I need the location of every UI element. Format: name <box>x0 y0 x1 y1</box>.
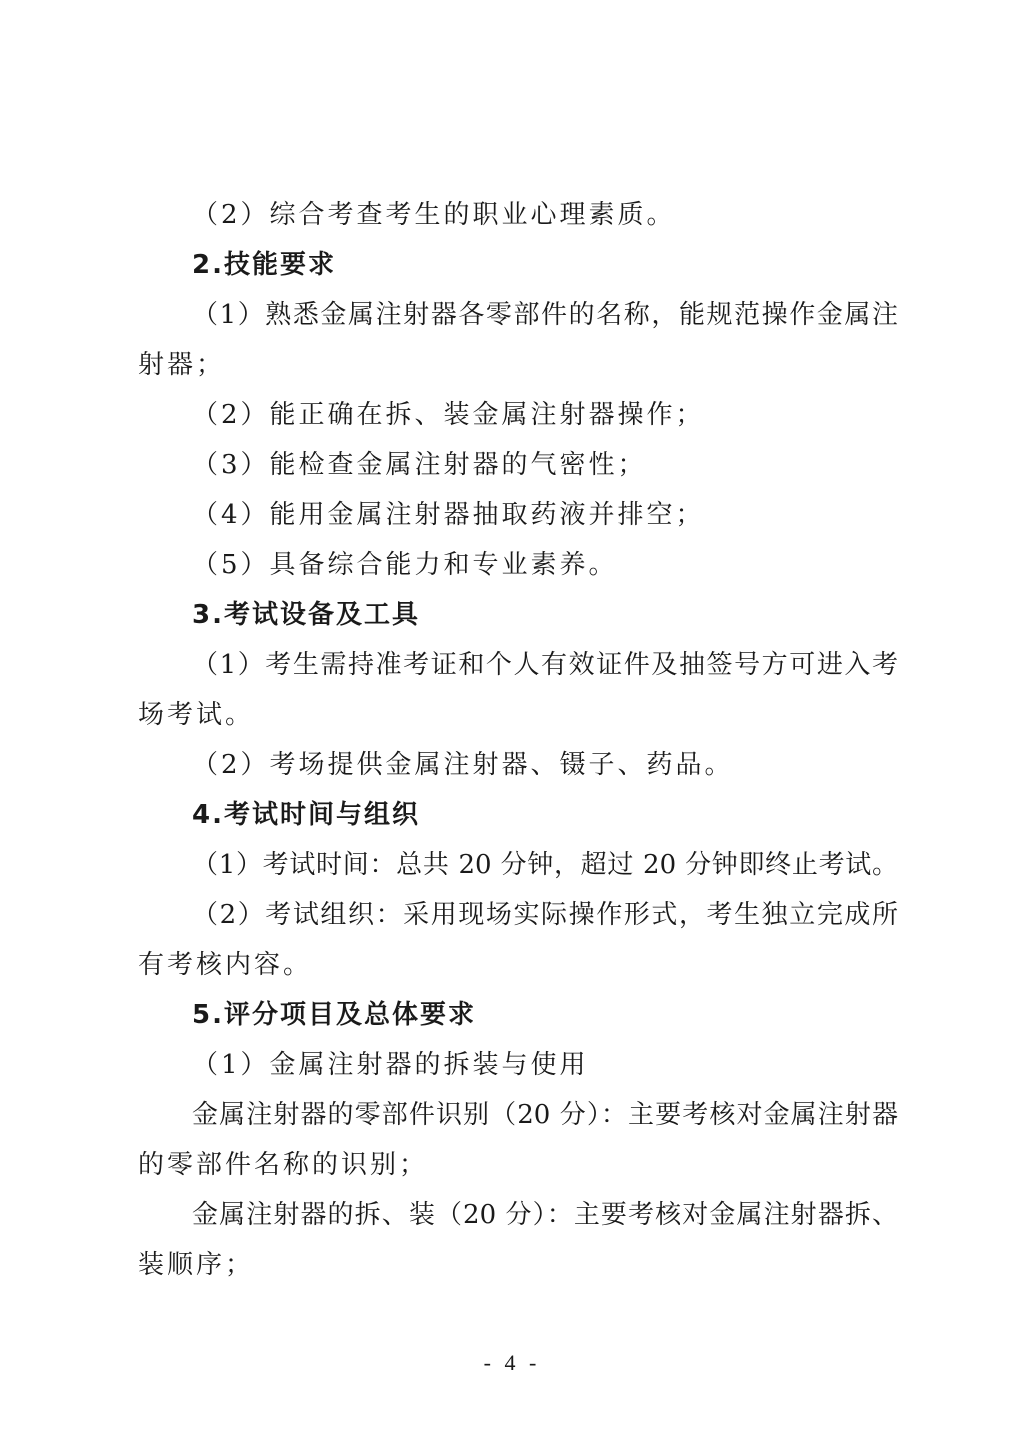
paragraph-line: （5）具备综合能力和专业素养。 <box>192 550 618 580</box>
paragraph-line: （2）能正确在拆、装金属注射器操作； <box>192 400 705 430</box>
paragraph-line: （1）金属注射器的拆装与使用 <box>192 1050 589 1080</box>
paragraph-line: 金属注射器的拆、装（20 分）：主要考核对金属注射器拆、 <box>192 1200 898 1230</box>
paragraph-line: （1）考生需持准考证和个人有效证件及抽签号方可进入考 <box>192 650 898 680</box>
paragraph-line: 有考核内容。 <box>138 950 313 980</box>
section-heading-equipment: 3.考试设备及工具 <box>192 600 420 630</box>
paragraph-line: （1）考试时间：总共 20 分钟，超过 20 分钟即终止考试。 <box>192 850 898 880</box>
section-heading-time: 4.考试时间与组织 <box>192 800 420 830</box>
section-heading-scoring: 5.评分项目及总体要求 <box>192 1000 476 1030</box>
paragraph-line: 装顺序； <box>138 1250 255 1280</box>
paragraph-line: （2）综合考查考生的职业心理素质。 <box>192 200 676 230</box>
paragraph-line: （1）熟悉金属注射器各零部件的名称，能规范操作金属注 <box>192 300 898 330</box>
paragraph-line: （2）考场提供金属注射器、镊子、药品。 <box>192 750 734 780</box>
paragraph-line: 金属注射器的零部件识别（20 分）：主要考核对金属注射器 <box>192 1100 898 1130</box>
paragraph-line: 射器； <box>138 350 226 380</box>
paragraph-line: 的零部件名称的识别； <box>138 1150 429 1180</box>
section-heading-skills: 2.技能要求 <box>192 250 336 280</box>
page-number: - 4 - <box>483 1350 541 1375</box>
paragraph-line: （3）能检查金属注射器的气密性； <box>192 450 647 480</box>
paragraph-line: 场考试。 <box>138 700 255 730</box>
paragraph-line: （4）能用金属注射器抽取药液并排空； <box>192 500 705 530</box>
document-body <box>138 190 898 1290</box>
paragraph-line: （2）考试组织：采用现场实际操作形式，考生独立完成所 <box>192 900 898 930</box>
